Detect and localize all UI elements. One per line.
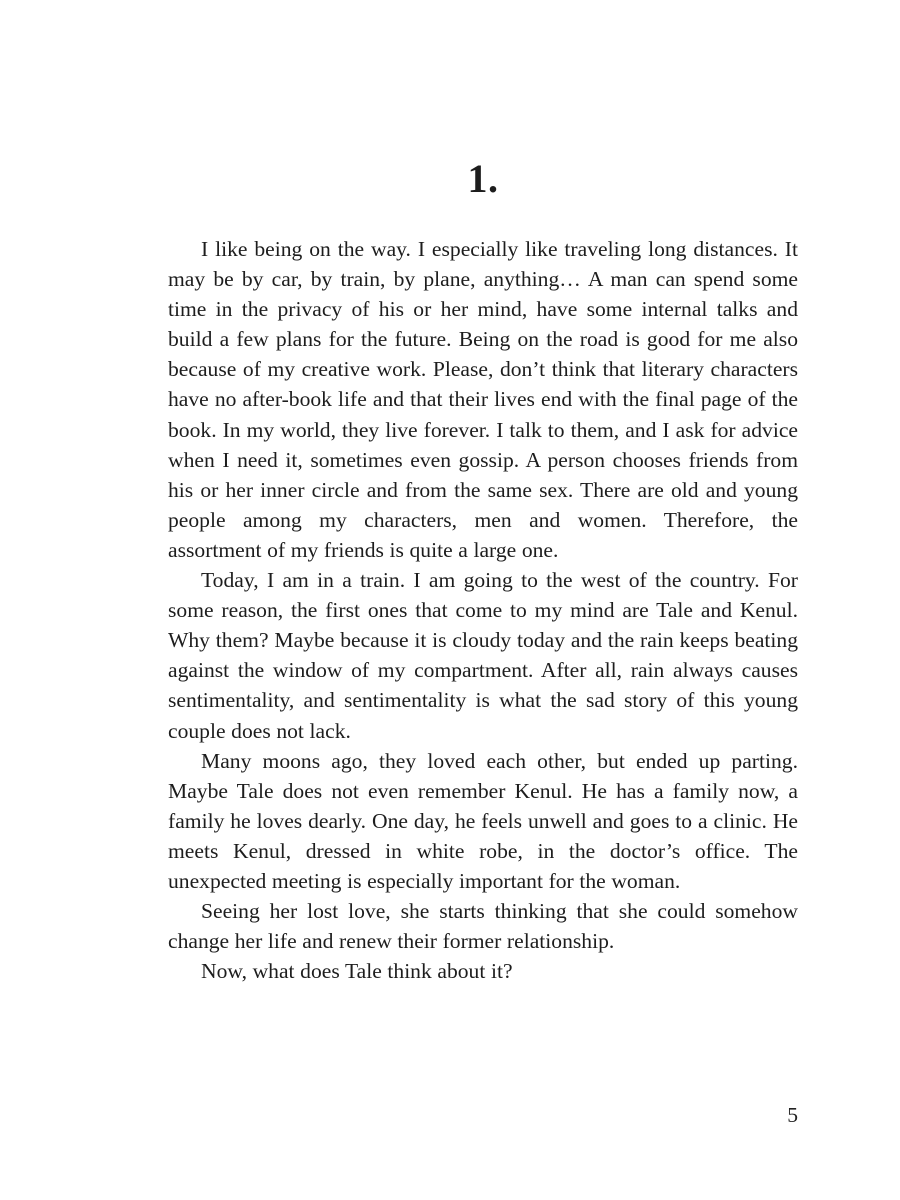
paragraph-3: Many moons ago, they loved each other, but ended up parting. Maybe Tale does not even remember Kenul. He has a family now, a family he loves dearly. One day, he feels unwell and goes to a clinic. He meets Kenul, dressed in white robe, in the doctor’s office. The unexpected meeting is especially important for the woman. (168, 748, 798, 893)
paragraph-4: Seeing her lost love, she starts thinking that she could somehow change her life and renew their former relationship. (168, 899, 798, 954)
page-number: 5 (787, 1103, 798, 1127)
chapter-heading: 1. (467, 156, 499, 201)
paragraph-5: Now, what does Tale think about it? (201, 959, 513, 984)
paragraph-1: I like being on the way. I especially like traveling long distances. It may be by car, by train, by plane, anything… A man can spend some time in the privacy of his or her mind, have some internal talks and build a few plans for the future. Being on the road is good for me also because of my creative work. Please, don’t think that literary characters have no after-book life and that their lives end with the final page of the book. In my world, they live forever. I talk to them, and I ask for advice when I need it, sometimes even gossip. A person chooses friends from his or her inner circle and from the same sex. There are old and young people among my characters, men and women. Therefore, the assortment of my friends is quite a large one. (168, 237, 798, 562)
paragraph-2: Today, I am in a train. I am going to the west of the country. For some reason, the first ones that come to my mind are Tale and Kenul. Why them? Maybe because it is cloudy today and the rain keeps beating against the window of my compartment. After all, rain always causes sentimentality, and sentimentality is what the sad story of this young couple does not lack. (168, 568, 798, 743)
text-column (168, 155, 798, 986)
